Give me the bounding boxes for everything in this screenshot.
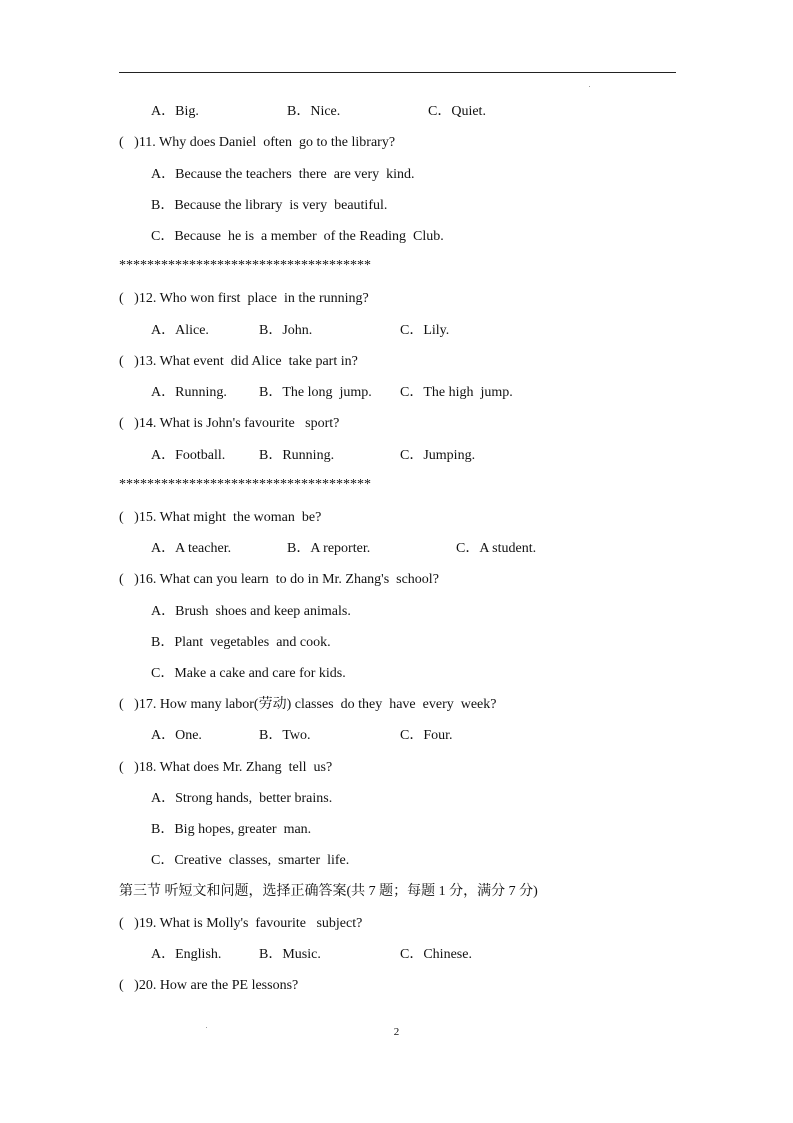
- option-a: A．Big.: [151, 104, 199, 119]
- question-text: ( )11. Why does Daniel often go to the library?: [119, 135, 396, 150]
- option-c: C．Creative classes, smarter life.: [151, 853, 350, 868]
- option-c: C．Make a cake and care for kids.: [151, 666, 346, 681]
- question-text: ( )13. What event did Alice take part in?: [119, 354, 358, 369]
- option-b: B．Two.: [259, 728, 311, 743]
- header-rule: [119, 72, 676, 73]
- option-c: C．Lily.: [400, 323, 450, 338]
- separator: ************************************: [119, 258, 371, 273]
- section-heading: 第三节 听短文和问题，选择正确答案(共 7 题；每题 1 分，满分 7 分): [119, 884, 538, 899]
- option-b: B．Because the library is very beautiful.: [151, 198, 388, 213]
- question-text: ( )14. What is John's favourite sport?: [119, 416, 340, 431]
- option-b: B．Running.: [259, 448, 335, 463]
- option-a: A．Running.: [151, 385, 227, 400]
- option-b: B．Big hopes, greater man.: [151, 822, 312, 837]
- option-b: B．John.: [259, 323, 313, 338]
- question-text: ( )18. What does Mr. Zhang tell us?: [119, 760, 333, 775]
- option-c: C．Because he is a member of the Reading Club.: [151, 229, 444, 244]
- option-c: C．Quiet.: [428, 104, 486, 119]
- scan-speck: [589, 86, 590, 87]
- option-c: C．A student.: [456, 541, 537, 556]
- option-b: B．Nice.: [287, 104, 341, 119]
- question-text: ( )17. How many labor(劳动) classes do they have every week?: [119, 697, 497, 712]
- option-a: A．English.: [151, 947, 222, 962]
- option-c: C．Four.: [400, 728, 453, 743]
- question-text: ( )20. How are the PE lessons?: [119, 978, 299, 993]
- option-a: A．Alice.: [151, 323, 209, 338]
- option-a: A．Football.: [151, 448, 226, 463]
- option-c: C．The high jump.: [400, 385, 513, 400]
- option-a: A．Brush shoes and keep animals.: [151, 604, 351, 619]
- option-a: A．Strong hands, better brains.: [151, 791, 333, 806]
- option-b: B．The long jump.: [259, 385, 372, 400]
- option-a: A．Because the teachers there are very kind.: [151, 167, 415, 182]
- option-c: C．Jumping.: [400, 448, 476, 463]
- option-b: B．Music.: [259, 947, 321, 962]
- question-text: ( )19. What is Molly's favourite subject?: [119, 916, 363, 931]
- option-c: C．Chinese.: [400, 947, 472, 962]
- question-text: ( )15. What might the woman be?: [119, 510, 322, 525]
- question-text: ( )16. What can you learn to do in Mr. Zhang's school?: [119, 572, 439, 587]
- option-a: A．A teacher.: [151, 541, 232, 556]
- option-b: B．Plant vegetables and cook.: [151, 635, 331, 650]
- question-text: ( )12. Who won first place in the running?: [119, 291, 369, 306]
- page-number: 2: [393, 1026, 400, 1038]
- option-a: A．One.: [151, 728, 202, 743]
- option-b: B．A reporter.: [287, 541, 371, 556]
- separator: ************************************: [119, 477, 371, 492]
